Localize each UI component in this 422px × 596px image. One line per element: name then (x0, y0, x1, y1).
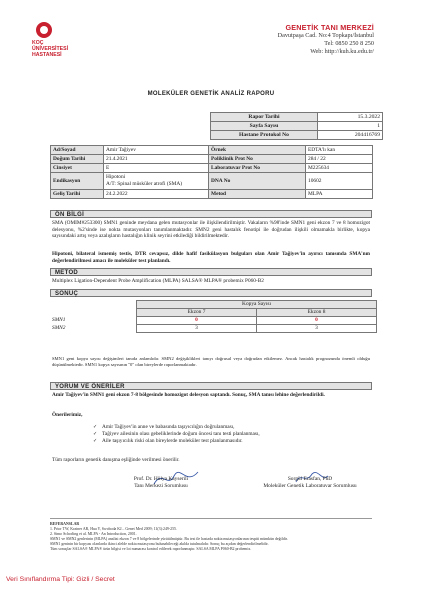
signer-name: Sorgül Erasfan, PhD (287, 476, 333, 482)
page-count-label: Sayfa Sayısı (211, 122, 318, 131)
center-header (278, 24, 374, 56)
reference-item: 2. Simo Schorling et al. MLPA - An Introduction, 2001. (50, 532, 137, 536)
section-yorum-title: YORUM VE ÖNERİLER (50, 382, 372, 390)
yorum-closing: Tüm raporların genetik danışma eşliğinde verilmesi önerilir. (52, 457, 180, 463)
section-sonuc-title: SONUÇ (50, 289, 372, 297)
protocol-value: 204416769 (318, 131, 383, 140)
signer-name: Prof. Dr. Hülya Kayserili (133, 476, 189, 482)
logo-line: HASTANESİ (32, 52, 62, 58)
exon8-header: Ekzon 8 (257, 309, 377, 317)
copy-number-value: 3 (137, 325, 257, 333)
metod-text: Multiplex Ligation-Dependent Probe Amplification (MLPA) SALSA® MLPA® probemix P060-B2 (52, 278, 264, 284)
yorum-text: Amir Tağiyev'in SMN1 geni ekzon 7-8 bölgesinde homozigot delesyon saptandı. Sonuç, SMA tanısı lehine değerlendirildi. (52, 392, 325, 398)
references-block (50, 522, 375, 552)
sample-value: EDTA'lı kan (306, 146, 373, 155)
table-row (50, 317, 377, 325)
reference-item: Tüm sonuçlar SALSA® MLPA® ürün bilgisi ve lot numarası kontrol edilerek raporlanmıştır. SALSA MLPA P060-B2 probemix. (50, 547, 252, 551)
table-row (51, 146, 373, 155)
reference-item: SMN1 ve SMN2 genlerinin (MLPA) analizi ekzon 7 ve 8 bölgelerinde yürütülmüştür. Bu test ile hastada nokta mutasyonlarının tespiti mümkün değildir. (50, 537, 288, 541)
copy-number-value: 3 (257, 325, 377, 333)
sex-label: Cinsiyet (51, 164, 104, 173)
report-title: MOLEKÜLER GENETİK ANALİZ RAPORU (147, 91, 275, 97)
table-row (211, 113, 383, 122)
protocol-label: Hastane Protokol No (211, 131, 318, 140)
table-row (211, 122, 383, 131)
table-row (50, 309, 377, 317)
list-item: ✓ Amir Tağiyev'in anne ve babasında taşıyıcılığın doğrulanması, (102, 424, 368, 431)
oneri-label: Önerilerimiz, (52, 412, 83, 418)
on-bilgi-note: Hipotoni, bilateral ismemiş testis, DTR cevapsız, dilde hafif fasikülasyon bulguları olan Amir Tağiyev'in ayırıcı tanısında SMA'nın değerlendirilmesi amacı ile moleküler test planlandı. (52, 251, 370, 264)
empty-cell (50, 309, 137, 317)
list-item: ✓ Tağiyev ailesinin olası gebeliklerinde doğum öncesi tanı testi planlanması, (102, 431, 368, 438)
report-meta-table (210, 112, 383, 140)
reference-item: SMN1 geninin bir kopyası olanlarda ikinci alelde nokta mutasyonu bulunabileceği akılda tutulmalıdır. Sonuç bu açıdan değerlendirilmelidir. (50, 542, 269, 546)
report-date-label: Rapor Tarihi (211, 113, 318, 122)
logo-line: KOÇ (32, 40, 44, 46)
table-row (50, 301, 377, 309)
results-table (50, 300, 377, 333)
page-count-value: 1 (318, 122, 383, 131)
method-label: Metod (209, 190, 306, 199)
table-row (51, 155, 373, 164)
clinic-protocol-value: 284 / 22 (306, 155, 373, 164)
method-value: MLPA (306, 190, 373, 199)
gene-name: SMN2 (52, 325, 66, 331)
copy-number-value: 0 (137, 317, 257, 325)
name-label: Ad/Soyad (51, 146, 104, 155)
signature-block-2 (240, 476, 380, 490)
exon7-header: Ekzon 7 (137, 309, 257, 317)
lab-protocol-label: Laboratuvar Prot No (209, 164, 306, 173)
clinic-protocol-label: Poliklinik Prot No (209, 155, 306, 164)
table-row (51, 173, 373, 190)
sex-value: E (104, 164, 209, 173)
section-metod-title: METOD (50, 268, 372, 276)
patient-info-table (50, 145, 373, 199)
indication-value (104, 173, 209, 190)
report-date-value: 15.3.2022 (318, 113, 383, 122)
center-phone: Tel: 0850 250 8 250 (324, 40, 374, 47)
signer-title: Moleküler Genetik Laboratuvar Sorumlusu (263, 483, 357, 489)
name-value: Amir Tağiyev (104, 146, 209, 155)
classification-footer: Veri Sınıflandırma Tipi: Gizli / Secret (6, 576, 115, 583)
hospital-logo-text (32, 40, 68, 58)
dob-label: Doğum Tarihi (51, 155, 104, 164)
arrival-label: Geliş Tarihi (51, 190, 104, 199)
gene-name: SMN1 (52, 317, 66, 323)
divider (50, 518, 372, 519)
indication-line: Hipotoni (106, 174, 126, 180)
empty-cell (50, 301, 137, 309)
arrival-value: 24.2.2022 (104, 190, 209, 199)
logo-line: ÜNİVERSİTESİ (32, 46, 69, 52)
table-row (211, 131, 383, 140)
center-web-link[interactable]: Web: http://kuh.ku.edu.tr/ (310, 48, 374, 55)
sample-label: Örnek (209, 146, 306, 155)
recommendation-list (88, 424, 368, 445)
table-row (51, 164, 373, 173)
indication-label: Endikasyon (51, 173, 104, 190)
table-row (50, 325, 377, 333)
table-row (51, 190, 373, 199)
hospital-logo-icon (36, 22, 52, 38)
center-title: GENETİK TANI MERKEZİ (285, 23, 374, 32)
references-label: REFERANSLAR (50, 522, 80, 526)
on-bilgi-text: SMA (OMIM#253300) SMN1 geninde meydana gelen mutasyonlar ile ilişkilendirilmiştir. Vakaların %98'inde SMN1 geni ekzon 7 ve 8 homozigot delesyonu, %2'sinde ise nokta mutasyonları tanımlanmaktadır. SMN2 geni hastalık fenotipi ile doğrudan ilişkili olmamakla birlikte, kopya sayısındaki artış veya azalışların hastalığın klinik seyrini etkilediği bildirilmektedir. (52, 220, 370, 240)
sonuc-note: SMN1 geni kopya sayısı değişimleri tanıda anlamlıdır. SMN2 değişiklikleri tanıyı doğrusal veya doğrudan etkilemez. Ancak hastalık prognozunda önemli olduğu düşünülmektedir. SMN1 kopya sayısının "0" olan bireylerde raporlanmaktadır. (52, 356, 370, 367)
copy-number-value: 0 (257, 317, 377, 325)
copy-number-header: Kopya Sayısı (137, 301, 377, 309)
signature-block-1 (96, 476, 226, 490)
lab-protocol-value: M225634 (306, 164, 373, 173)
section-on-bilgi-title: ÖN BİLGİ (50, 210, 372, 218)
signer-title: Tanı Merkezi Sorumlusu (134, 483, 188, 489)
list-item: ✓ Aile taşıyıcılık riski olan bireylerde moleküler test planlanmasıdır. (102, 438, 368, 445)
reference-item: 1. Prior TW, Krainer AR, Hua Y, Swoboda KJ... Genet Med 2009; 11(3):249-255. (50, 527, 177, 531)
dob-value: 21.4.2021 (104, 155, 209, 164)
center-address: Davutpaşa Cad. No:4 Topkapı/İstanbul (277, 32, 374, 39)
indication-line: A/T: Spinal müsküler atrofi (SMA) (106, 181, 183, 187)
dna-label: DNA No (209, 173, 306, 190)
dna-value: 10602 (306, 173, 373, 190)
